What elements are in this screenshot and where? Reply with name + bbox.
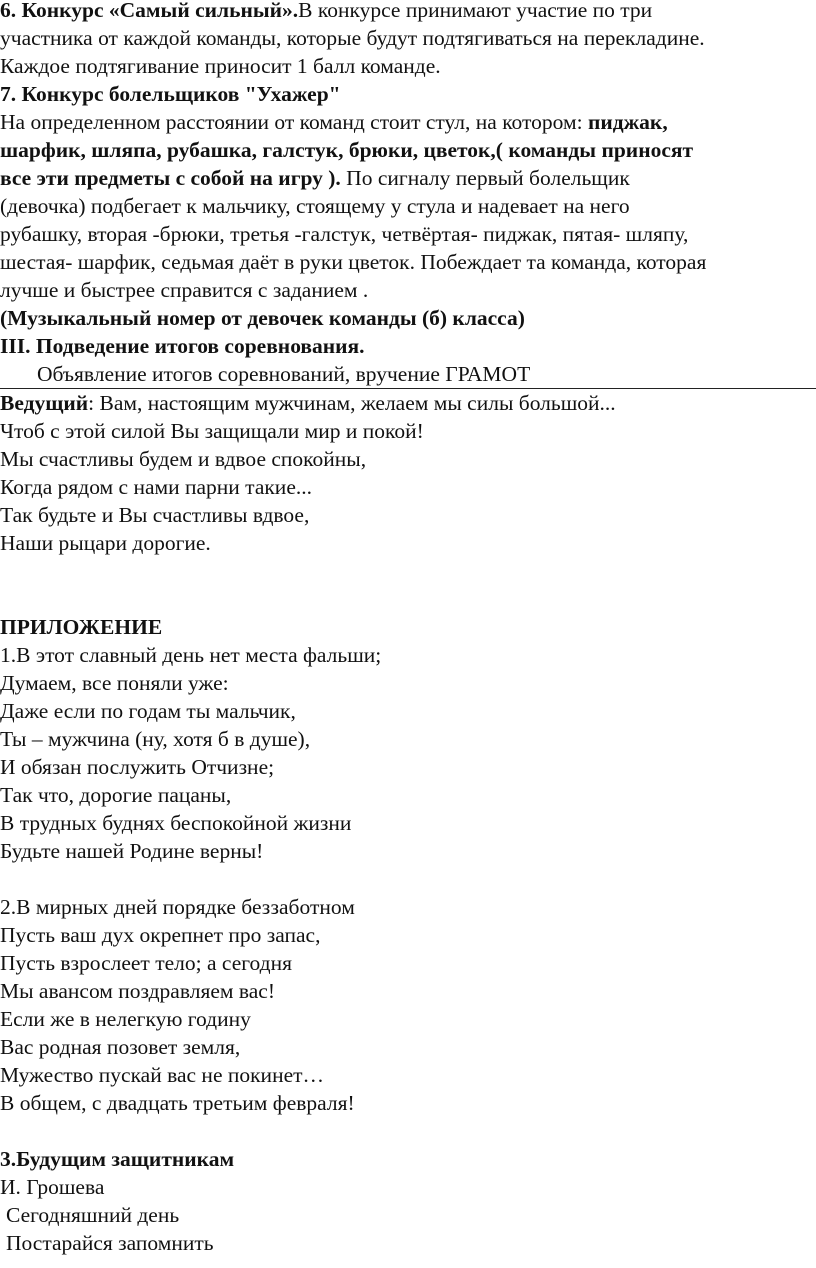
poem2-line: 2.В мирных дней порядке беззаботном (0, 895, 355, 919)
poem1-line: 1.В этот славный день нет места фальши; (0, 643, 382, 667)
appendix-title: ПРИЛОЖЕНИЕ (0, 615, 163, 639)
host-line: Когда рядом с нами парни такие... (0, 475, 312, 499)
contest7-title-num: 7. К (0, 82, 37, 106)
music-number: (Музыкальный номер от девочек команды (б) класса) (0, 306, 525, 330)
poem1-line: Думаем, все поняли уже: (0, 671, 229, 695)
contest7-line4: (девочка) подбегает к мальчику, стоящему у стула и надевает на него (0, 194, 630, 218)
spacer (0, 585, 816, 613)
contest7-line5: рубашку, вторая -брюки, третья -галстук, четвёртая- пиджак, пятая- шляпу, (0, 222, 689, 246)
contest7-line3-plain: По сигналу первый болельщик (340, 166, 630, 190)
host-line: Наши рыцари дорогие. (0, 531, 211, 555)
contest6-text: В конкурсе принимают участие по три (298, 0, 653, 22)
poem2-line: Вас родная позовет земля, (0, 1035, 241, 1059)
section3-title: III. Подведение итогов соревнования. (0, 334, 365, 358)
poem2-line: Мужество пускай вас не покинет… (0, 1063, 325, 1087)
poem2-line: Мы авансом поздравляем вас! (0, 979, 275, 1003)
contest7-line7: лучше и быстрее справится с заданием . (0, 278, 369, 302)
poem1-line: Так что, дорогие пацаны, (0, 783, 232, 807)
poem2-line: Пусть взрослеет тело; а сегодня (0, 951, 292, 975)
host-line: Мы счастливы будем и вдвое спокойны, (0, 447, 367, 471)
poem3-title: 3.Будущим защитникам (0, 1147, 235, 1171)
contest7-line1 (0, 108, 816, 136)
poem2-line: Если же в нелегкую годину (0, 1007, 251, 1031)
host-line1 (0, 389, 816, 417)
host-line: Так будьте и Вы счастливы вдвое, (0, 503, 310, 527)
contest7-line3-bold: все эти предметы с собой на игру ). (0, 166, 341, 190)
spacer (0, 1117, 816, 1145)
poem1-line: Ты – мужчина (ну, хотя б в душе), (0, 727, 311, 751)
poem2-line: В общем, с двадцать третьим февраля! (0, 1091, 355, 1115)
poem1-line: Будьте нашей Родине верны! (0, 839, 264, 863)
contest6-line3: Каждое подтягивание приносит 1 балл команде. (0, 54, 441, 78)
spacer (0, 865, 816, 893)
host-line1-rest: : Вам, настоящим мужчинам, желаем мы силы большой... (88, 391, 616, 415)
contest6-line2: участника от каждой команды, которые будут подтягиваться на перекладине. (0, 26, 705, 50)
poem1-line: Даже если по годам ты мальчик, (0, 699, 296, 723)
contest7-line6: шестая- шарфик, седьмая даёт в руки цветок. Побеждает та команда, которая (0, 250, 707, 274)
host-label: Ведущий (0, 391, 89, 415)
contest7-title (0, 80, 816, 108)
section3-announcement: Объявление итогов соревнований, вручение ГРАМОТ (0, 360, 816, 389)
contest7-title-rest: онкурс болельщиков "Ухажер" (36, 82, 341, 106)
contest7-line1-bold: пиджак, (587, 110, 668, 134)
contest6-title: 6. Конкурс «Самый сильный». (0, 0, 299, 22)
poem3-line: Постарайся запомнить (6, 1231, 214, 1255)
poem1-line: В трудных буднях беспокойной жизни (0, 811, 352, 835)
poem3-author: И. Грошева (0, 1175, 105, 1199)
contest6-line1 (0, 0, 816, 24)
spacer (0, 557, 816, 585)
host-line: Чтоб с этой силой Вы защищали мир и покой! (0, 419, 424, 443)
contest7-line1-plain: На определенном расстоянии от команд стоит стул, на котором: (0, 110, 588, 134)
poem1-line: И обязан послужить Отчизне; (0, 755, 275, 779)
contest7-line2: шарфик, шляпа, рубашка, галстук, брюки, цветок,( команды приносят (0, 138, 694, 162)
poem3-line: Сегодняшний день (6, 1203, 180, 1227)
poem2-line: Пусть ваш дух окрепнет про запас, (0, 923, 321, 947)
contest7-line3 (0, 164, 816, 192)
